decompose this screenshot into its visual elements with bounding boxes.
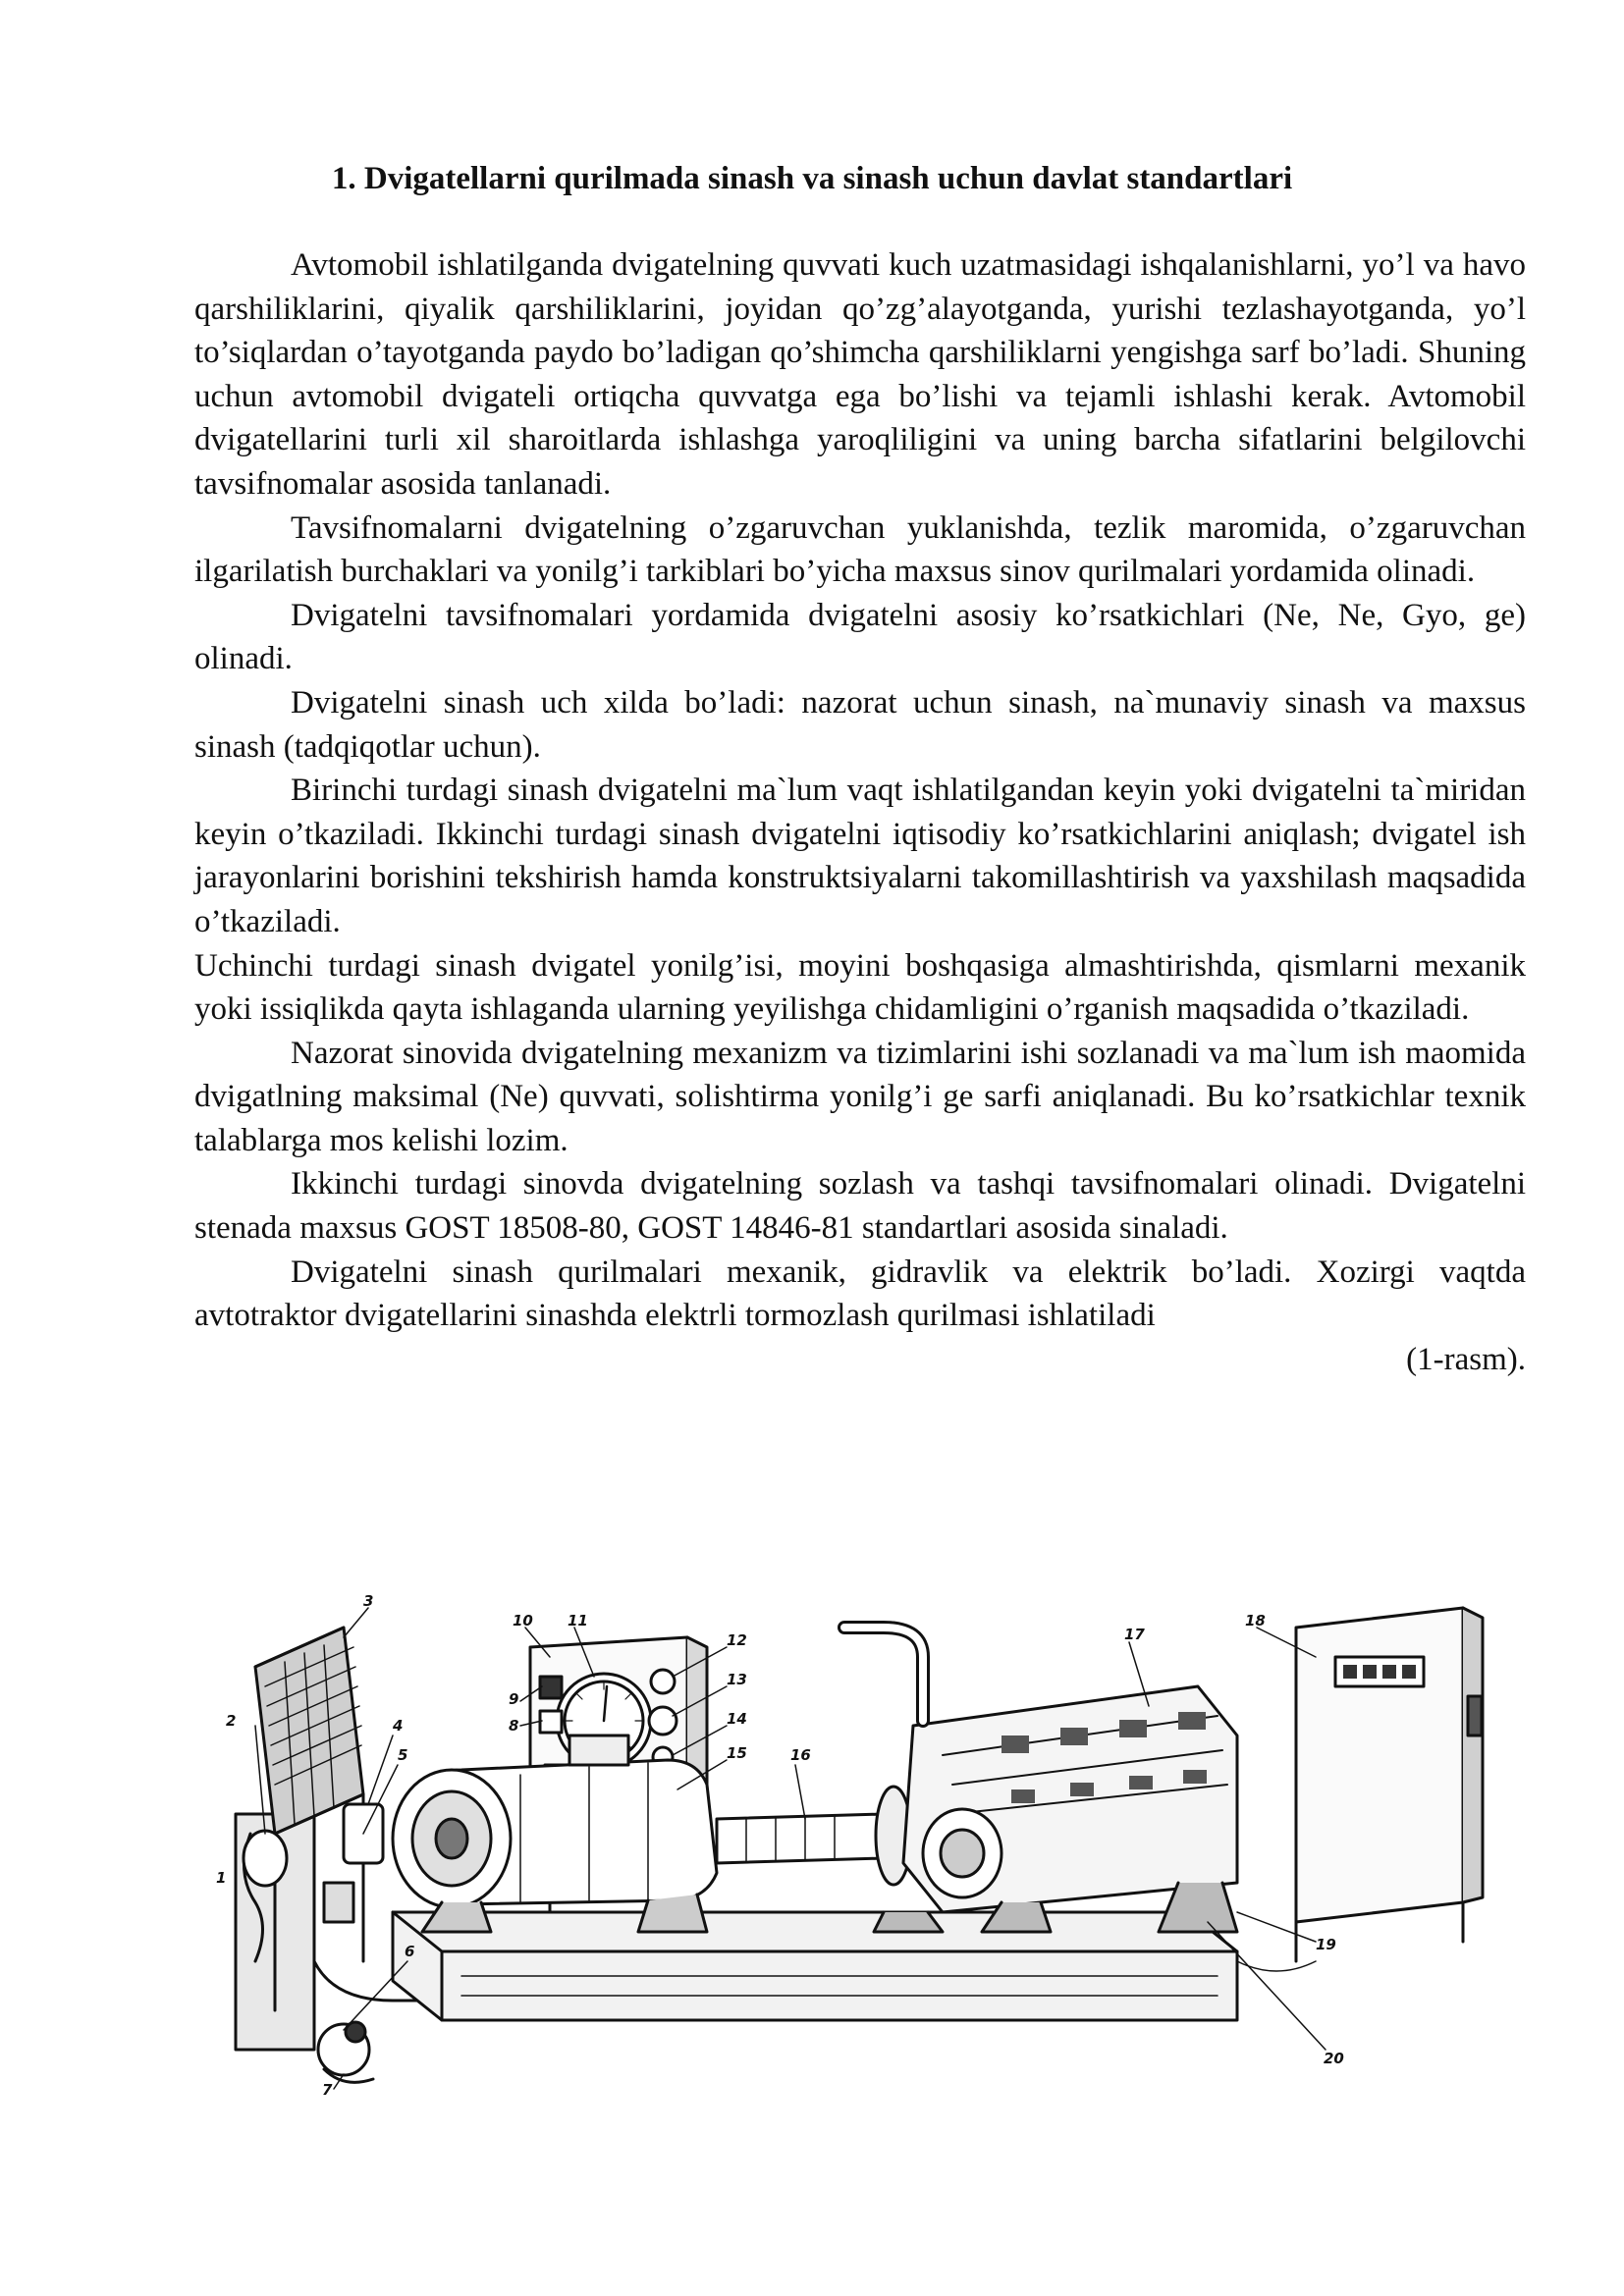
paragraph: Avtomobil ishlatilganda dvigatelning quvvati kuch uzatmasidagi ishqalanishlarni, yo’l va havo qarshiliklarini, qiyalik qarshiliklarini, joyidan qo’zg’alayotganda, yurishi tezlashayotganda, yo’l to’siqlardan o’tayotganda paydo bo’ladigan qo’shimcha qarshiliklarni yengishga sarf bo’ladi. Shuning uchun avtomobil dvigateli ortiqcha quvvatga ega bo’lishi va tejamli ishlashi kerak. Avtomobil dvigatellarini turli xil sharoitlarda ishlashga yaroqliligini va uning barcha sifatlarini belgilovchi tavsifnomalar asosida tanlanadi. xyxy=(194,247,1526,502)
paragraph: Dvigatelni tavsifnomalari yordamida dvigatelni asosiy ko’rsatkichlari (Ne, Ne, Gyo, ge) olinadi. xyxy=(194,597,1526,677)
paragraph: Dvigatelni sinash qurilmalari mexanik, gidravlik va elektrik bo’ladi. Xozirgi vaqtda avtotraktor dvigatellarini sinashda elektrli tormozlash qurilmasi ishlatiladi xyxy=(194,1254,1526,1334)
paragraph: Birinchi turdagi sinash dvigatelni ma`lum vaqt ishlatilgandan keyin yoki dvigatelni ta`miridan keyin o’tkaziladi. Ikkinchi turdagi sinash dvigatelni iqtisodiy ko’rsatkichlarini aniqlash; dvigatel ish jarayonlarini borishini tekshirish hamda konstruktsiyalarni takomillashtirish va yaxshilash maqsadida o’tkaziladi. xyxy=(194,773,1526,939)
callout-16: 16 xyxy=(790,1746,811,1764)
callout-13: 13 xyxy=(727,1671,747,1688)
callout-10: 10 xyxy=(513,1612,533,1629)
paragraph: Tavsifnomalarni dvigatelning o’zgaruvchan yuklanishda, tezlik maromida, o’zgaruvchan ilgarilatish burchaklari va yonilg’i tarkiblari bo’yicha maxsus sinov qurilmalari yordamida olinadi. xyxy=(194,509,1526,590)
callout-1: 1 xyxy=(216,1869,227,1887)
callout-18: 18 xyxy=(1245,1612,1266,1629)
callout-6: 6 xyxy=(405,1943,415,1960)
callout-5: 5 xyxy=(398,1746,408,1764)
callout-7: 7 xyxy=(322,2081,333,2099)
callout-20: 20 xyxy=(1324,2050,1344,2067)
callout-17: 17 xyxy=(1124,1626,1145,1643)
engine-test-stand-svg xyxy=(196,1588,1512,2099)
body-text xyxy=(194,243,1526,1381)
callout-15: 15 xyxy=(727,1744,747,1762)
paragraph: Nazorat sinovida dvigatelning mexanizm va tizimlarini ishi sozlanadi va ma`lum ish maomida dvigatlning maksimal (Ne) quvvati, solishtirma yonilg’i ge sarfi aniqlanadi. Bu ko’rsatkichlar texnik talablarga mos kelishi lozim. xyxy=(194,1035,1526,1158)
callout-2: 2 xyxy=(226,1712,237,1730)
callout-9: 9 xyxy=(509,1690,519,1708)
callout-19: 19 xyxy=(1316,1936,1336,1953)
figure-reference: (1-rasm). xyxy=(1406,1341,1526,1377)
callout-11: 11 xyxy=(568,1612,588,1629)
callout-3: 3 xyxy=(363,1592,374,1610)
callout-12: 12 xyxy=(727,1631,747,1649)
engine-test-stand-drawing-icon xyxy=(196,1588,1512,2099)
page-title: 1. Dvigatellarni qurilmada sinash va sinash uchun davlat standartlari xyxy=(331,161,1293,196)
paragraph: Ikkinchi turdagi sinovda dvigatelning sozlash va tashqi tavsifnomalari olinadi. Dvigatelni stenada maxsus GOST 18508-80, GOST 14846-81 standartlari asosida sinaladi. xyxy=(194,1166,1526,1247)
paragraph: Dvigatelni sinash uch xilda bo’ladi: nazorat uchun sinash, na`munaviy sinash va maxsus sinash (tadqiqotlar uchun). xyxy=(194,684,1526,765)
callout-14: 14 xyxy=(727,1710,747,1728)
callout-4: 4 xyxy=(393,1717,404,1735)
paragraph: Uchinchi turdagi sinash dvigatel yonilg’isi, moyini boshqasiga almashtirishda, qismlarni mexanik yoki issiqlikda qayta ishlaganda ularning yeyilishga chidamligini o’rganish maqsadida o’tkaziladi. xyxy=(194,947,1526,1028)
callout-8: 8 xyxy=(509,1717,519,1735)
